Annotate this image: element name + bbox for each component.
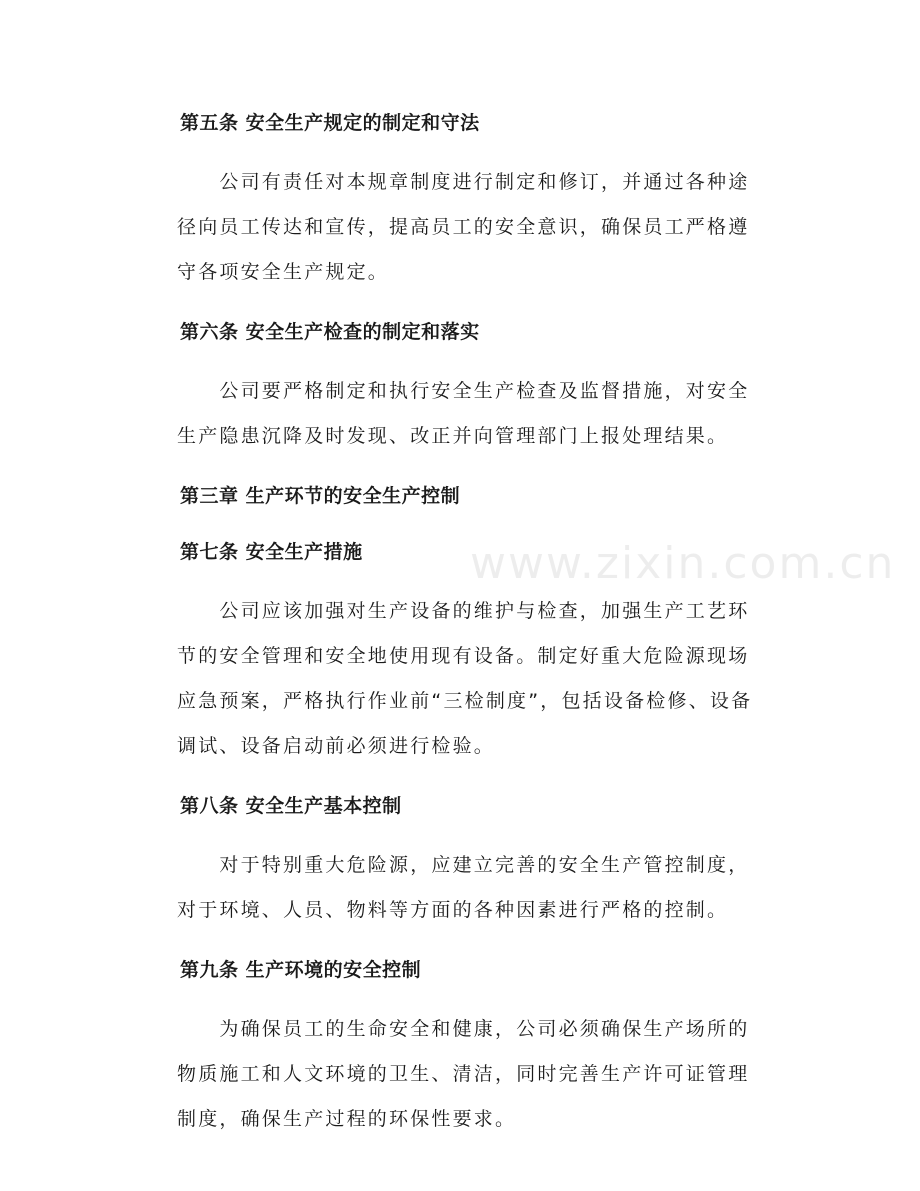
watermark-text: www.zixin.com.cn bbox=[470, 538, 896, 589]
article-5-paragraph: 公司有责任对本规章制度进行制定和修订，并通过各种途径向员工传达和宣传，提高员工的安全意识，确保员工严格遵守各项安全生产规定。 bbox=[177, 171, 750, 283]
article-6-heading: 第六条 安全生产检查的制定和落实 bbox=[180, 321, 480, 343]
article-9-paragraph: 为确保员工的生命安全和健康，公司必须确保生产场所的物质施工和人文环境的卫生、清洁，同时完善生产许可证管理制度，确保生产过程的环保性要求。 bbox=[177, 1018, 750, 1130]
article-7-paragraph: 公司应该加强对生产设备的维护与检查，加强生产工艺环节的安全管理和安全地使用现有设备。制定好重大危险源现场应急预案，严格执行作业前“三检制度”，包括设备检修、设备调试、设备启动前必须进行检验。 bbox=[177, 600, 753, 757]
article-9-heading: 第九条 生产环境的安全控制 bbox=[180, 959, 422, 981]
article-6-paragraph: 公司要严格制定和执行安全生产检查及监督措施，对安全生产隐患沉降及时发现、改正并向管理部门上报处理结果。 bbox=[177, 380, 750, 447]
document-body bbox=[177, 104, 770, 1160]
article-7-heading: 第七条 安全生产措施 bbox=[180, 541, 363, 563]
chapter-3-heading: 第三章 生产环节的安全生产控制 bbox=[180, 485, 461, 507]
article-5-heading: 第五条 安全生产规定的制定和守法 bbox=[180, 112, 480, 134]
article-8-paragraph: 对于特别重大危险源，应建立完善的安全生产管控制度，对于环境、人员、物料等方面的各种因素进行严格的控制。 bbox=[177, 854, 750, 921]
article-8-heading: 第八条 安全生产基本控制 bbox=[180, 795, 402, 817]
